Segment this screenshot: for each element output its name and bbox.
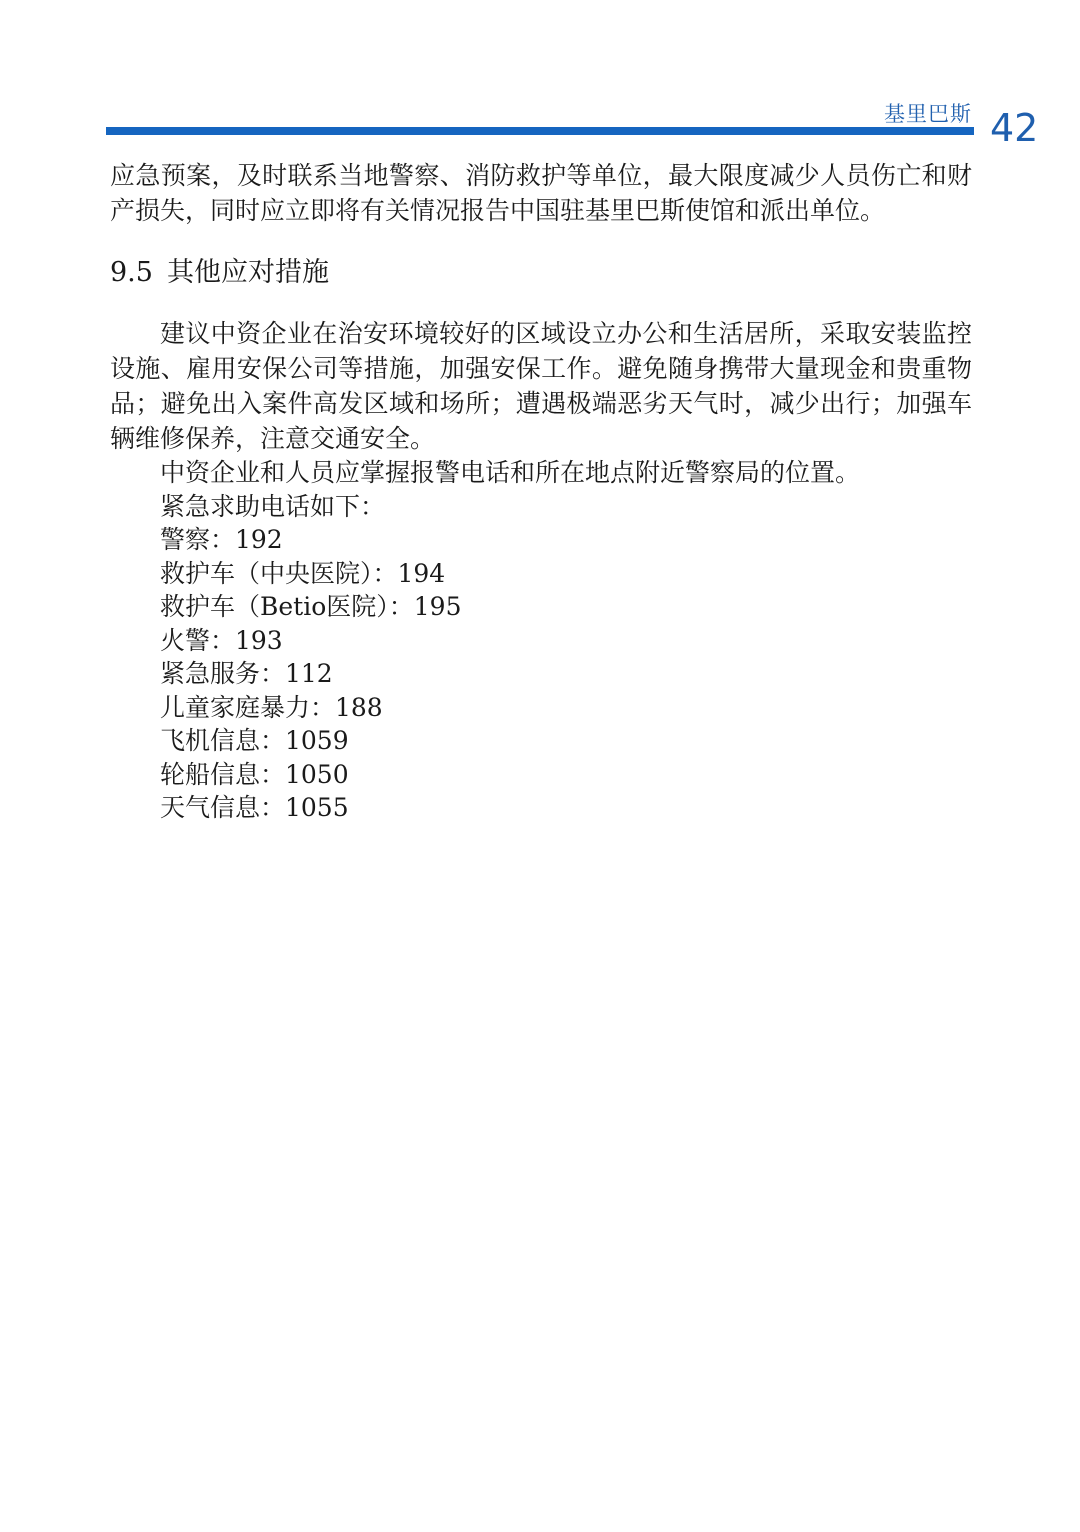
emergency-number-item: 火警：193 [160,625,283,655]
emergency-number-item: 紧急服务：112 [160,659,333,688]
emergency-number-item: 救护车（Betio医院）：195 [160,592,462,621]
emergency-number-item: 天气信息：1055 [160,793,349,822]
emergency-number-item: 飞机信息：1059 [160,726,349,755]
paragraph-emergency-intro: 紧急求助电话如下： [160,491,386,521]
section-number: 9.5 [110,257,153,288]
section-title: 其他应对措施 [166,257,329,288]
section-heading [110,253,972,293]
header-country-name: 基里巴斯 [884,102,972,126]
emergency-number-list [110,523,972,825]
paragraph-security-advice: 建议中资企业在治安环境较好的区域设立办公和生活居所，采取安装监控设施、雇用安保公司等措施，加强安保工作。避免随身携带大量现金和贵重物品；避免出入案件高发区域和场所；遭遇极端恶劣天气时，减少出行；加强车辆维修保养，注意交通安全。 [110,319,972,453]
page-number: 42 [990,106,1039,150]
paragraph-police-info: 中资企业和人员应掌握报警电话和所在地点附近警察局的位置。 [160,458,861,487]
emergency-number-item: 儿童家庭暴力：188 [160,692,383,722]
paragraph-continued: 应急预案，及时联系当地警察、消防救护等单位，最大限度减少人员伤亡和财产损失，同时应立即将有关情况报告中国驻基里巴斯使馆和派出单位。 [110,161,972,225]
emergency-number-item: 警察：192 [160,525,283,554]
page-content [110,158,972,825]
header-rule [106,127,974,135]
emergency-number-item: 轮船信息：1050 [160,759,349,789]
emergency-number-item: 救护车（中央医院）：194 [160,558,446,588]
